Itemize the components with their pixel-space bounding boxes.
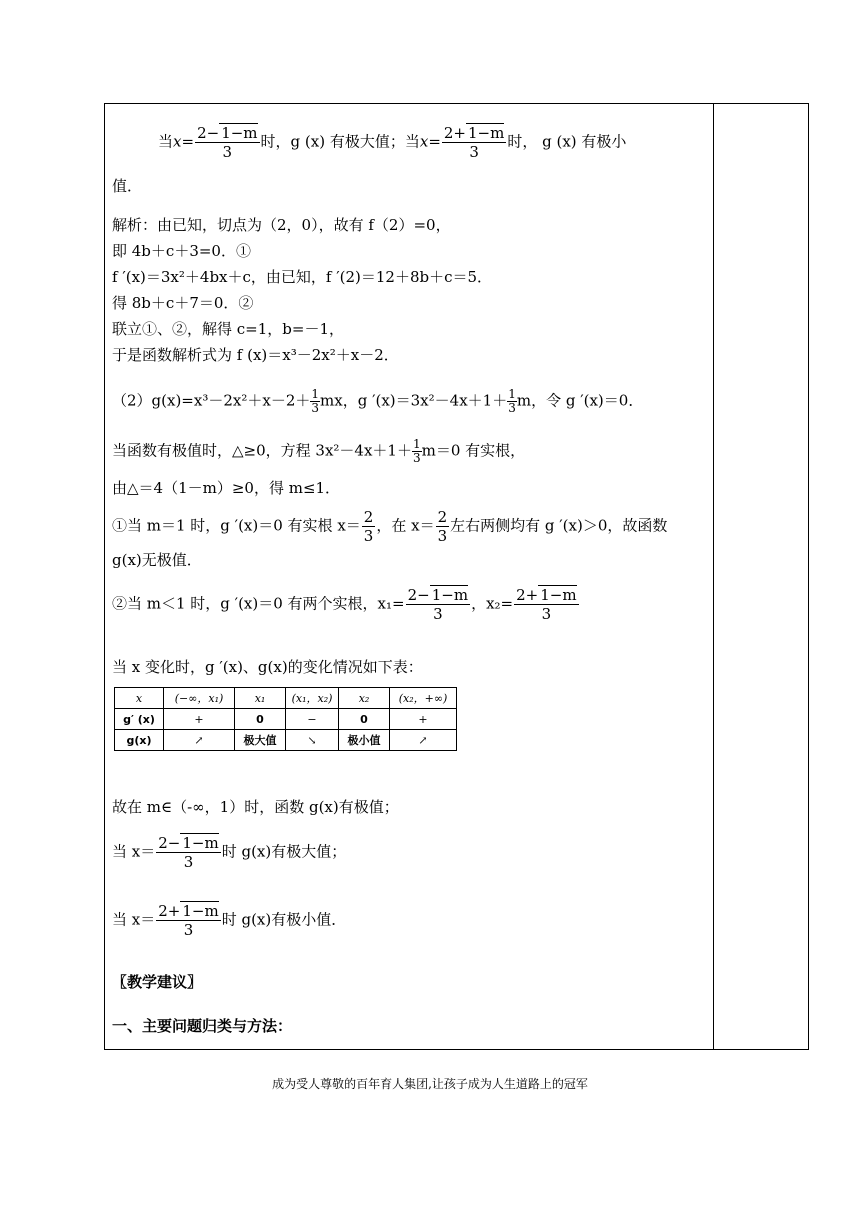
page-footer: 成为受人尊敬的百年育人集团,让孩子成为人生道路上的冠军 (272, 1077, 588, 1091)
analysis-line-2: 即 4b＋c＋3=0．① (112, 242, 251, 260)
analysis-line-1: 解析：由已知，切点为（2，0），故有 f（2）=0， (112, 216, 451, 234)
table-intro: 当 x 变化时，g ′(x)、g(x)的变化情况如下表： (112, 658, 423, 676)
case1-conclusion: g(x)无极值． (112, 551, 202, 569)
column-divider (713, 103, 714, 1050)
fraction-x1: $\frac{2- 1-m}{3}$ (197, 124, 258, 161)
line-extrema-statement: 当x= $\frac{2- 1-m}{3}$ 时，g (x) 有极大值；当x= $\frac{2+ 1-m}{3}$ 时， g (x) 有极小 (158, 124, 627, 161)
case1-line: ①当 m＝1 时，g ′(x)＝0 有实根 x＝ $\frac{2}{3}$ ，在 x＝ $\frac{2}{3}$ 左右两侧均有 g ′(x)＞0，故函数 (112, 508, 668, 545)
section-heading-1: 一、主要问题归类与方法： (112, 1017, 293, 1035)
table-row: g′ (x) + 0 − 0 + (115, 709, 457, 730)
case2-line: ②当 m＜1 时，g ′(x)＝0 有两个实根，x₁= $\frac{2- 1-m}{3}$ ，x₂= $\frac{2+ 1-m}{3}$ (112, 586, 577, 623)
analysis-line-6: 于是函数解析式为 f (x)＝x³－2x²＋x－2． (112, 346, 399, 364)
conclusion-line-3: 当 x＝ $\frac{2+ 1-m}{3}$ 时 g(x)有极小值． (112, 902, 347, 939)
conclusion-line-1: 故在 m∈（-∞，1）时，函数 g(x)有极值； (112, 798, 399, 816)
teaching-suggestion-heading: 〖教学建议〗 (112, 973, 203, 991)
conclusion-line-2: 当 x＝ $\frac{2- 1-m}{3}$ 时 g(x)有极大值； (112, 834, 347, 871)
analysis-line-5: 联立①、②，解得 c=1，b=－1， (112, 320, 344, 338)
part2-line: （2）g(x)=x³－2x²＋x－2＋ $\frac{1}{3}$ mx，g ′(x)＝3x²－4x＋1＋ $\frac{1}{3}$ m，令 g ′(x)＝0． (112, 387, 644, 415)
line-continuation: 值． (112, 177, 143, 195)
table-row: g(x) ↗ 极大值 ↘ 极小值 ↗ (115, 730, 457, 751)
variation-table (114, 687, 457, 751)
table-header-row: x (−∞，x₁) x₁ (x₁，x₂) x₂ (x₂，+∞) (115, 688, 457, 709)
fraction-x2: $\frac{2+ 1-m}{3}$ (443, 124, 505, 161)
analysis-line-4: 得 8b＋c＋7＝0．② (112, 294, 254, 312)
delta-line: 由△＝4（1－m）≥0，得 m≤1． (112, 479, 341, 497)
analysis-line-3: f ′(x)＝3x²＋4bx＋c，由已知，f ′(2)＝12＋8b＋c＝5． (112, 268, 493, 286)
extrema-condition-line: 当函数有极值时，△≥0，方程 3x²－4x＋1＋ $\frac{1}{3}$ m＝0 有实根， (112, 437, 526, 465)
